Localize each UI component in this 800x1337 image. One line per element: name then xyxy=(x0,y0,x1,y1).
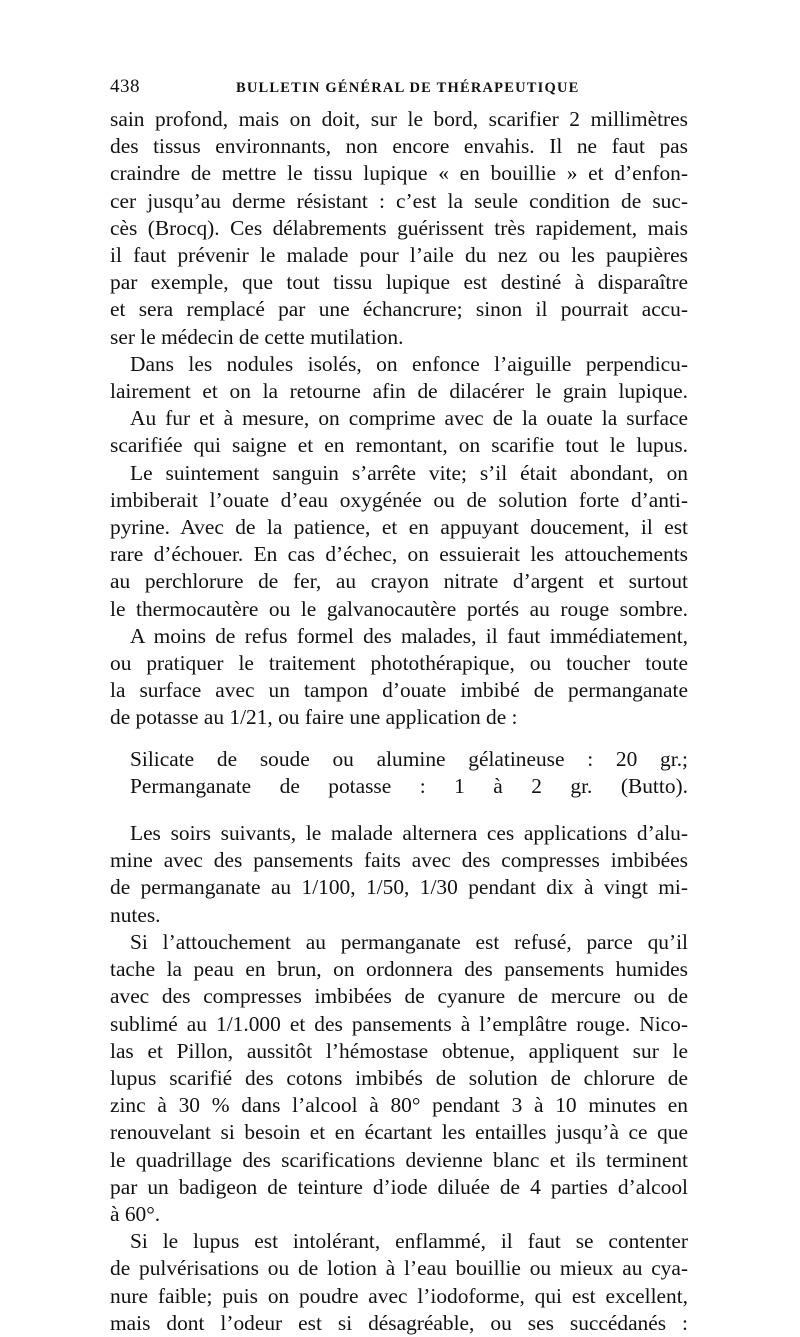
formula-block xyxy=(110,746,688,800)
text-line: mais dont l’odeur est si désagréable, ou ses succédanés : xyxy=(110,1310,688,1335)
text-line: par un badigeon de teinture d’iode diluée de 4 parties d’alcool xyxy=(110,1174,688,1199)
text-line: cès (Brocq). Ces délabrements guérissent très rapidement, mais xyxy=(110,215,688,240)
text-line-content: A moins de refus formel des malades, il faut immédiatement, xyxy=(130,623,688,648)
text-line xyxy=(110,351,688,378)
text-line xyxy=(110,1228,688,1255)
text-line: par exemple, que tout tissu lupique est destiné à disparaître xyxy=(110,270,688,295)
text-line: et sera remplacé par une échancrure; sinon il pourrait accu- xyxy=(110,297,688,322)
text-line: ser le médecin de cette mutilation. xyxy=(110,324,404,349)
page-number: 438 xyxy=(110,76,140,97)
running-head: BULLETIN GÉNÉRAL DE THÉRAPEUTIQUE xyxy=(236,80,580,96)
text-line-content: Si l’attouchement au permanganate est refusé, parce qu’il xyxy=(130,929,688,954)
text-line: le thermocautère ou le galvanocautère portés au rouge sombre. xyxy=(110,596,688,621)
text-line: à 60°. xyxy=(110,1201,161,1226)
paragraph-3 xyxy=(110,405,688,459)
text-line: ou pratiquer le traitement photothérapique, ou toucher toute xyxy=(110,651,688,676)
text-line: pyrine. Avec de la patience, et en appuyant doucement, il est xyxy=(110,515,688,540)
text-line: nutes. xyxy=(110,902,161,927)
text-line: lupus scarifié des cotons imbibés de solution de chlorure de xyxy=(110,1065,688,1090)
paragraph-4 xyxy=(110,460,688,623)
paragraph-2 xyxy=(110,351,688,405)
body-text xyxy=(110,106,688,1337)
text-line: de pulvérisations ou de lotion à l’eau bouillie ou mieux au cya- xyxy=(110,1256,688,1281)
text-line: la surface avec un tampon d’ouate imbibé de permanganate xyxy=(110,678,688,703)
page-header xyxy=(110,72,688,106)
text-line: renouvelant si besoin et en écartant les entailles jusqu’à ce que xyxy=(110,1120,688,1145)
text-line: nure faible; puis on poudre avec l’iodoforme, qui est excellent, xyxy=(110,1283,688,1308)
text-line-content: Le suintement sanguin s’arrête vite; s’il était abondant, on xyxy=(130,460,688,485)
text-line: zinc à 30 % dans l’alcool à 80° pendant 3 à 10 minutes en xyxy=(110,1093,688,1118)
text-line-content: Si le lupus est intolérant, enflammé, il faut se contenter xyxy=(130,1229,688,1254)
formula-line: Permanganate de potasse : 1 à 2 gr. (Butto). xyxy=(130,773,688,798)
formula-line: Silicate de soude ou alumine gélatineuse : 20 gr.; xyxy=(130,746,688,771)
text-line: lairement et on la retourne afin de dilacérer le grain lupique. xyxy=(110,379,688,404)
text-line: mine avec des pansements faits avec des compresses imbibées xyxy=(110,848,688,873)
paragraph-8 xyxy=(110,1228,688,1337)
text-line xyxy=(110,929,688,956)
text-line: avec des compresses imbibées de cyanure de mercure ou de xyxy=(110,984,688,1009)
text-line: de permanganate au 1/100, 1/50, 1/30 pendant dix à vingt mi- xyxy=(110,875,688,900)
text-line: de potasse au 1/21, ou faire une application de : xyxy=(110,705,518,730)
text-line: rare d’échouer. En cas d’échec, on essuierait les attouchements xyxy=(110,542,688,567)
text-line: sain profond, mais on doit, sur le bord, scarifier 2 millimètres xyxy=(110,107,688,131)
text-line-content: Les soirs suivants, le malade alternera ces applications d’alu- xyxy=(130,821,688,846)
text-line xyxy=(110,820,688,847)
paragraph-1 xyxy=(110,106,688,351)
text-line: tache la peau en brun, on ordonnera des pansements humides xyxy=(110,957,688,982)
text-line: le quadrillage des scarifications devienne blanc et ils terminent xyxy=(110,1147,688,1172)
paragraph-7 xyxy=(110,929,688,1228)
text-line xyxy=(110,623,688,650)
paragraph-6 xyxy=(110,820,688,929)
text-line: au perchlorure de fer, au crayon nitrate d’argent et surtout xyxy=(110,569,688,594)
paragraph-5 xyxy=(110,623,688,732)
text-line: imbiberait l’ouate d’eau oxygénée ou de solution forte d’anti- xyxy=(110,487,688,512)
book-page xyxy=(110,72,688,1337)
text-line: craindre de mettre le tissu lupique « en bouillie » et d’enfon- xyxy=(110,161,688,186)
text-line-content: Au fur et à mesure, on comprime avec de la ouate la surface xyxy=(130,406,688,431)
text-line xyxy=(110,460,688,487)
text-line: cer jusqu’au derme résistant : c’est la seule condition de suc- xyxy=(110,188,688,213)
text-line: il faut prévenir le malade pour l’aile du nez ou les paupières xyxy=(110,243,688,268)
text-line: scarifiée qui saigne et en remontant, on scarifie tout le lupus. xyxy=(110,433,688,458)
text-line-content: Dans les nodules isolés, on enfonce l’aiguille perpendicu- xyxy=(130,351,688,376)
text-line: sublimé au 1/1.000 et des pansements à l’emplâtre rouge. Nico- xyxy=(110,1011,688,1036)
text-line: des tissus environnants, non encore envahis. Il ne faut pas xyxy=(110,134,688,159)
text-line xyxy=(110,405,688,432)
text-line: las et Pillon, aussitôt l’hémostase obtenue, appliquent sur le xyxy=(110,1038,688,1063)
